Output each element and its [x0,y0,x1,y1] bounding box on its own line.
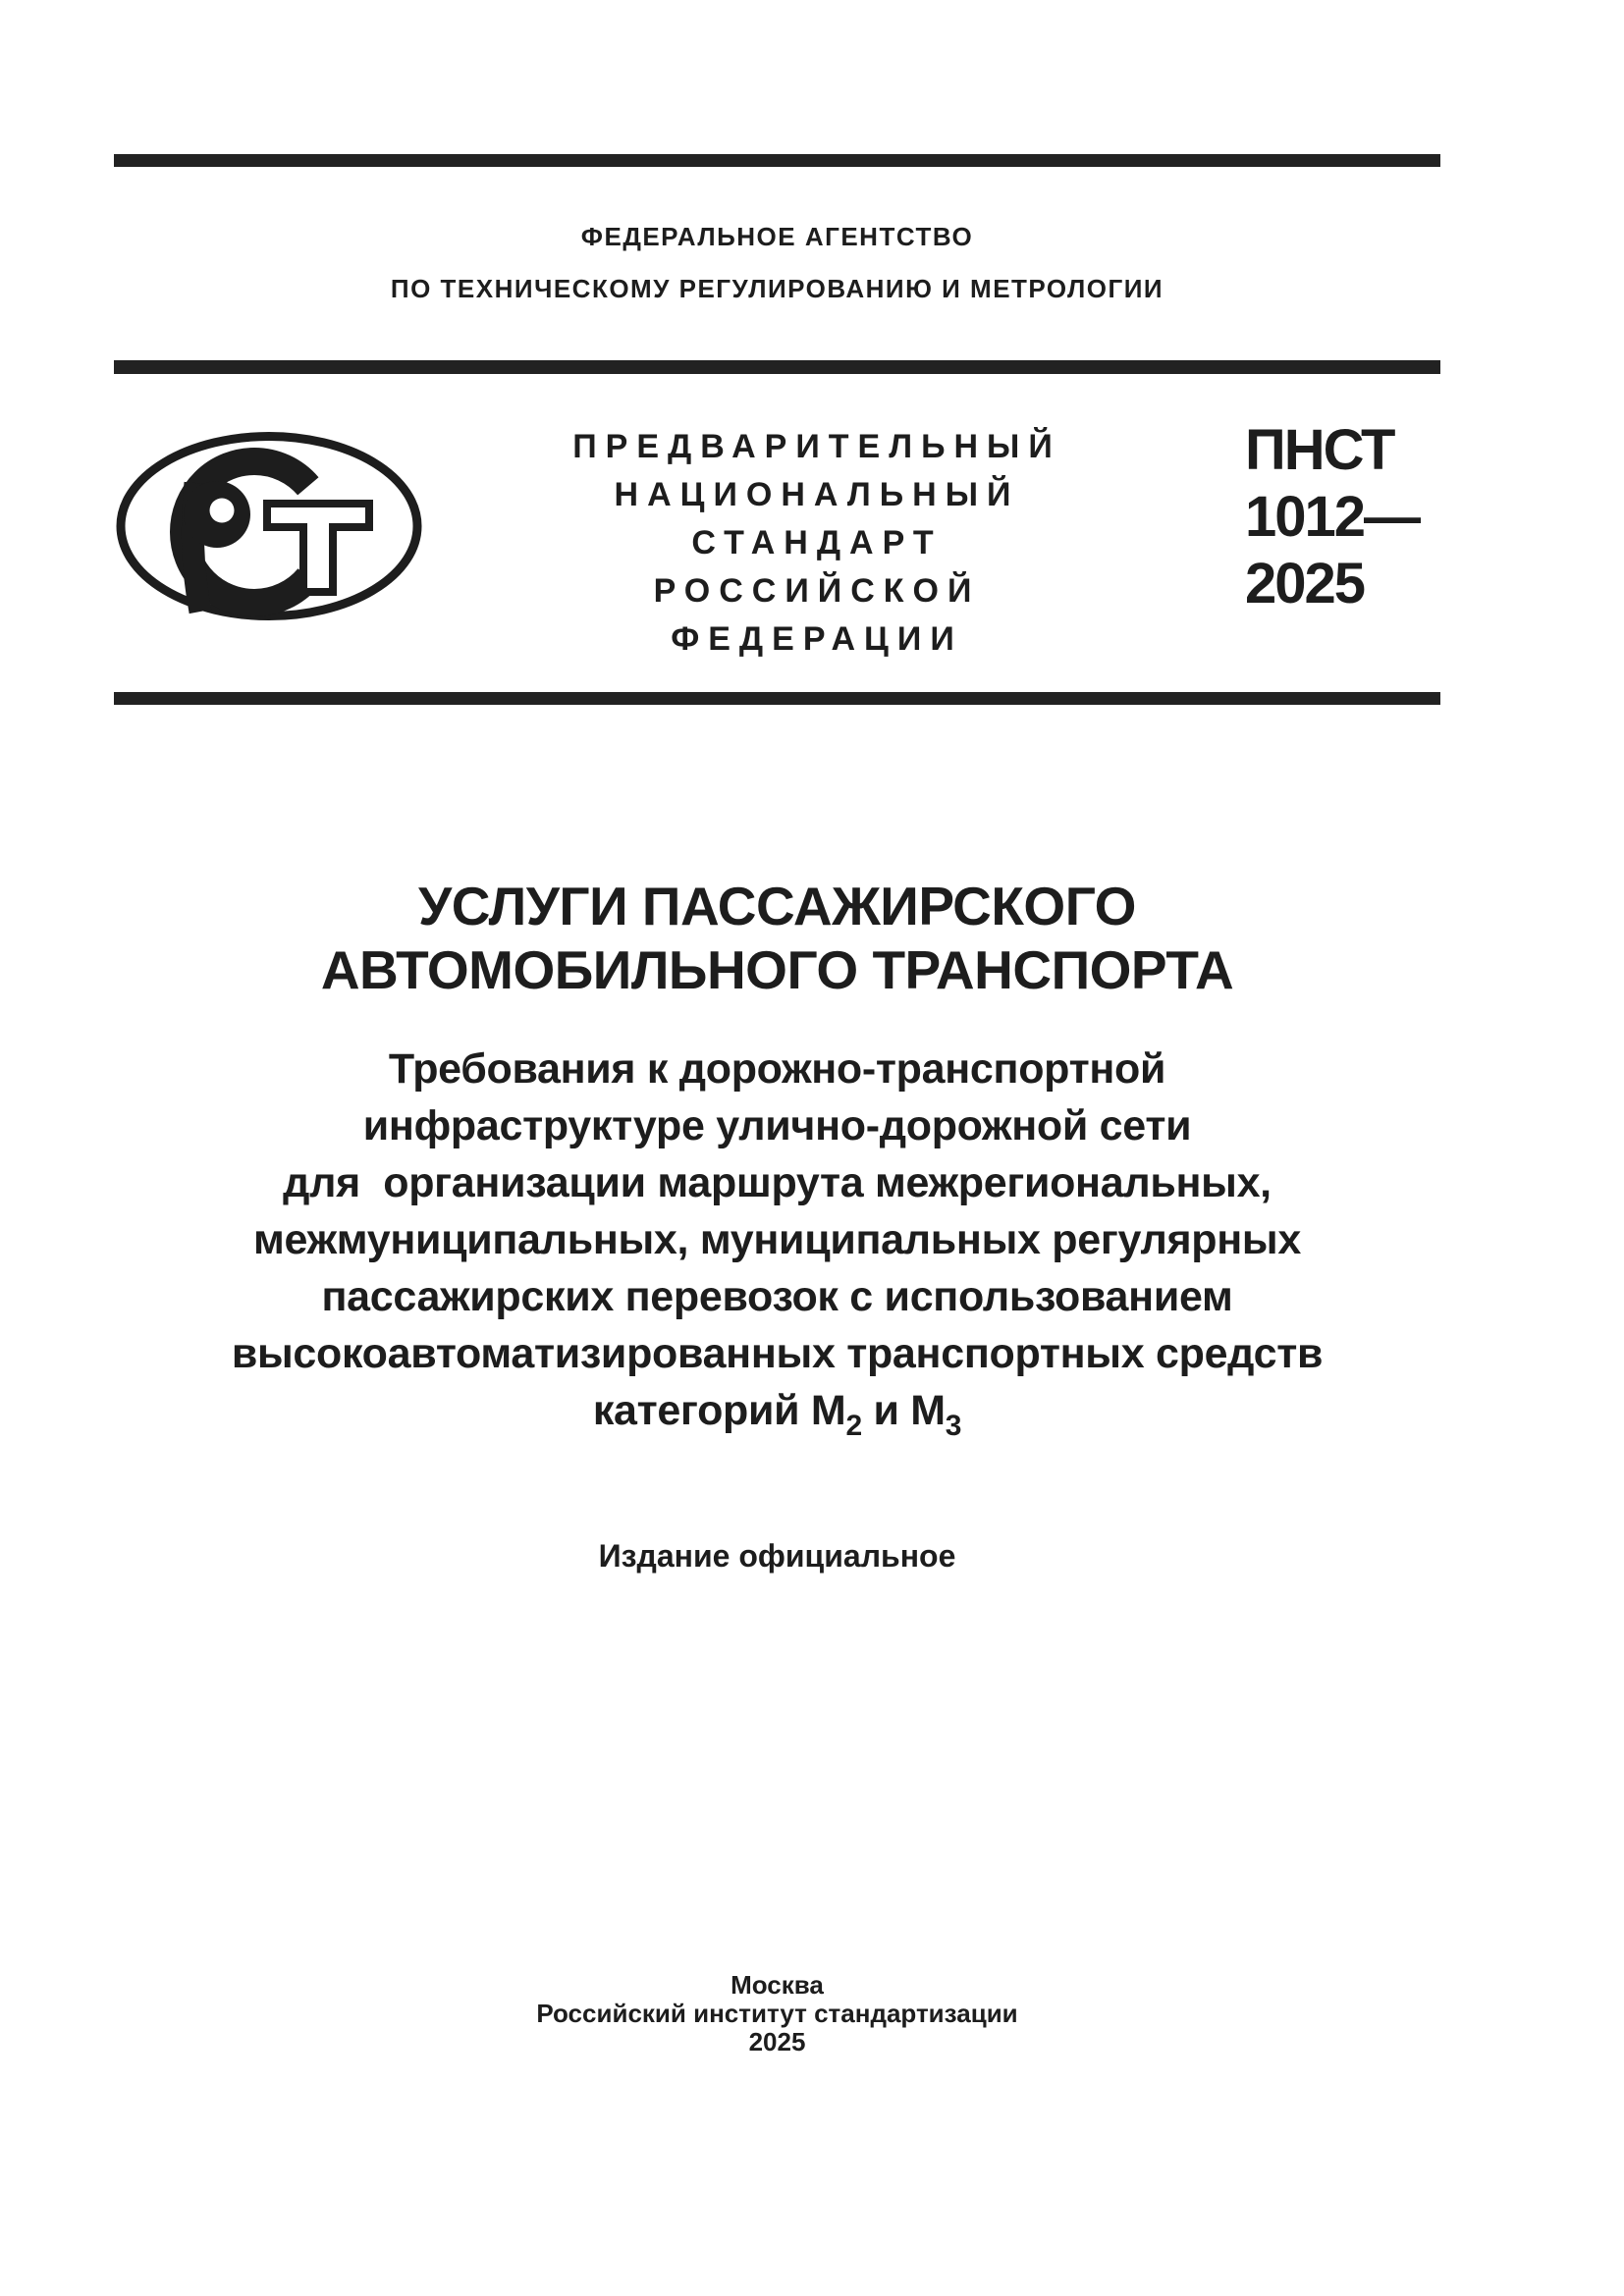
document-subtitle-line: межмуниципальных, муниципальных регулярных [253,1216,1301,1263]
vehicle-category-subscript: 2 [845,1410,862,1442]
document-subtitle [114,1041,1440,1442]
designation-line: ПНСТ [1245,418,1394,482]
agency-header [114,224,1440,301]
document-subtitle-line: инфраструктуре улично-дорожной сети [362,1102,1192,1149]
agency-name-line: ПО ТЕХНИЧЕСКОМУ РЕГУЛИРОВАНИЮ И МЕТРОЛОГИИ [390,274,1164,303]
standard-designation [1245,417,1419,617]
standard-type-line: ФЕДЕРАЦИИ [671,620,963,658]
document-subtitle-line: высокоавтоматизированных транспортных средств [231,1330,1324,1377]
subtitle-categories-text: категорий М [592,1387,846,1434]
document-subtitle-line: пассажирских перевозок с использованием [321,1273,1233,1320]
agency-name-line: ФЕДЕРАЛЬНОЕ АГЕНТСТВО [580,222,974,251]
vehicle-category-subscript: 3 [945,1410,962,1442]
standard-type-line: РОССИЙСКОЙ [653,572,981,610]
designation-line: 2025 [1245,552,1365,615]
imprint-year: 2025 [748,2027,806,2056]
standard-type-line: НАЦИОНАЛЬНЫЙ [614,476,1020,513]
document-title-line: УСЛУГИ ПАССАЖИРСКОГО [418,876,1136,936]
top-rule [114,154,1440,167]
document-subtitle-line: Требования к дорожно-транспортной [388,1045,1166,1093]
standard-type-block [522,423,1111,664]
standard-type-line: СТАНДАРТ [691,524,943,561]
document-subtitle-line: для организации маршрута межрегиональных, [283,1159,1272,1206]
subtitle-categories-text: и М [861,1387,946,1434]
designation-line: 1012— [1245,485,1420,549]
imprint-block [114,1971,1440,2056]
document-title-line: АВТОМОБИЛЬНОГО ТРАНСПОРТА [320,939,1234,1000]
header-divider-rule [114,360,1440,374]
standard-type-line: ПРЕДВАРИТЕЛЬНЫЙ [572,428,1061,465]
imprint-city: Москва [731,1970,824,2000]
official-edition-note: Издание официальное [598,1538,956,1574]
imprint-publisher: Российский институт стандартизации [536,1999,1018,2028]
document-subtitle-line [114,1382,1440,1442]
rosstandart-rst-logo-icon [116,432,422,622]
band-bottom-rule [114,692,1440,705]
document-title [114,875,1440,1002]
